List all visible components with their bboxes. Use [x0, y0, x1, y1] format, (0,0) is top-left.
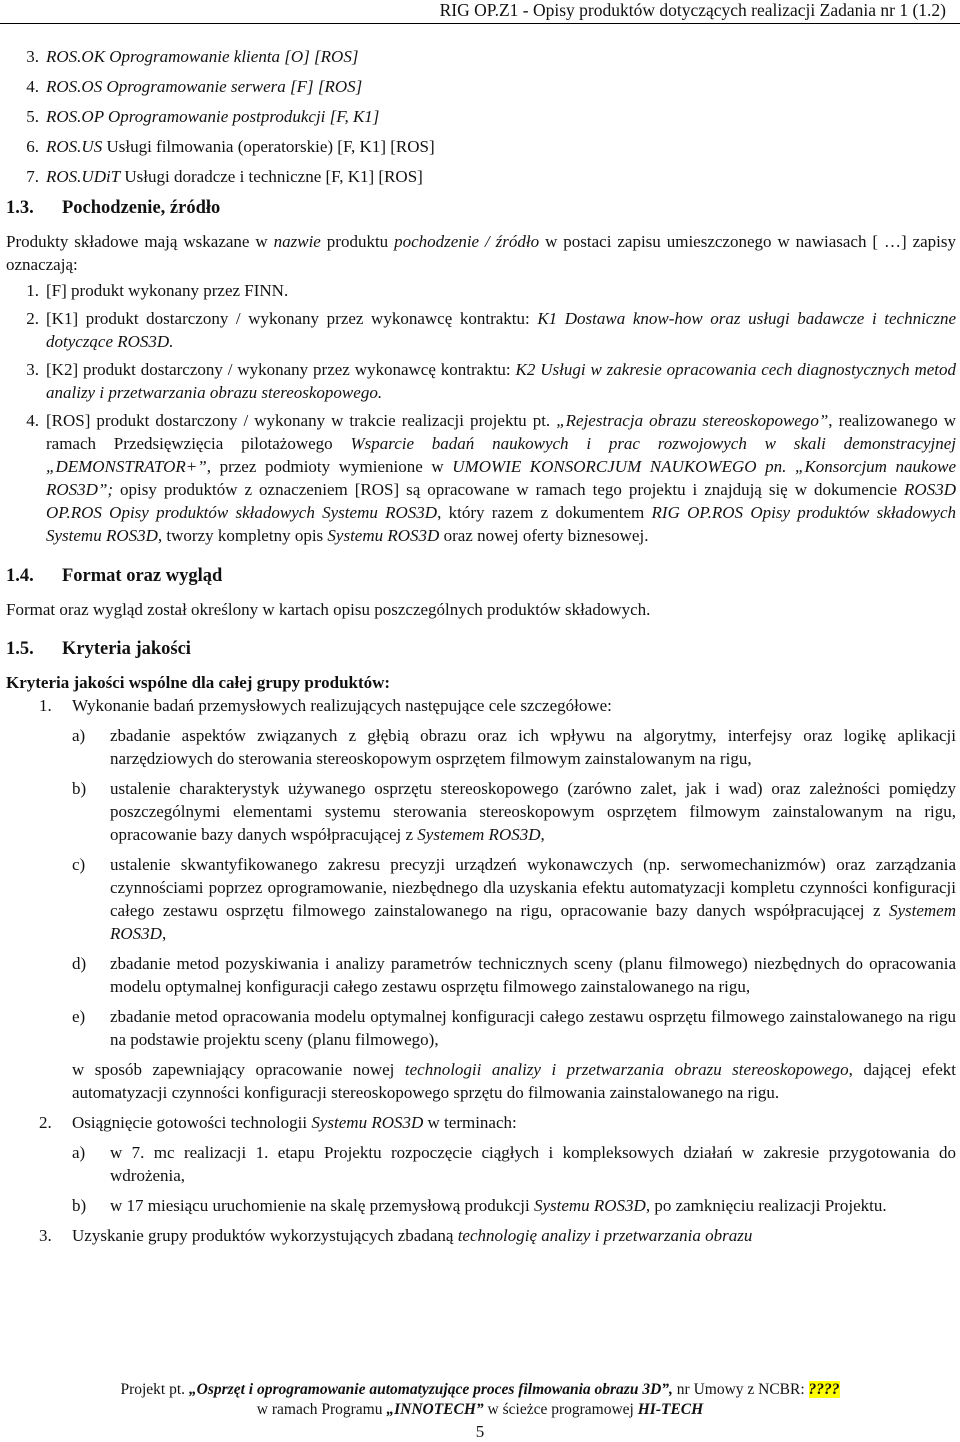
- section-heading-1-3: [6, 197, 956, 220]
- section-title: Pochodzenie, źródło: [62, 198, 221, 218]
- footer-line-1: [0, 1380, 960, 1400]
- text-run: w postaci zapisu umieszczonego w nawiasach [ …] zapisy oznaczają:: [6, 232, 957, 274]
- product-name: Oprogramowanie serwera [F] [ROS]: [102, 77, 363, 96]
- text-run: ,: [161, 924, 167, 943]
- section-number: 1.4.: [6, 566, 34, 586]
- list-number: 6.: [26, 137, 39, 156]
- text-run: Wsparcie badań naukowych i prac rozwojowych w skali demonstracyjnej „DEMONSTRATOR+”: [46, 434, 956, 476]
- text-run: Systemu ROS3D: [327, 526, 440, 545]
- list-number: 3.: [39, 1226, 52, 1245]
- sub-item: [72, 724, 956, 770]
- text-run: produktu: [320, 232, 395, 251]
- criteria-closing: [6, 1058, 956, 1104]
- text-run: , dającej efekt automatyzacji czynności konfiguracji stereoskopowego sprzętu do filmowania zainstalowanego na rigu.: [72, 1060, 956, 1102]
- text-run: pochodzenie / źródło: [394, 232, 540, 251]
- text-run: „Osprzęt i oprogramowanie automatyzujące proces filmowania obrazu 3D”,: [188, 1381, 673, 1398]
- product-name: Usługi doradcze i techniczne [F, K1] [ROS]: [120, 167, 423, 186]
- sub-item: [72, 1141, 956, 1187]
- text-run: , który razem z dokumentem: [437, 503, 652, 522]
- text-run: [K2] produkt dostarczony / wykonany przez wykonawcę kontraktu:: [46, 360, 516, 379]
- list-number: 3.: [26, 360, 39, 379]
- origin-item: [6, 409, 956, 547]
- text-run: HI-TECH: [637, 1401, 704, 1418]
- section-heading-1-4: [6, 565, 956, 588]
- section-number: 1.5.: [6, 639, 34, 659]
- sub-label: a): [72, 1143, 86, 1162]
- footer-line-2: [0, 1400, 960, 1420]
- sub-item: [72, 1194, 956, 1217]
- sub-label: b): [72, 1196, 87, 1215]
- list-number: 2.: [26, 309, 39, 328]
- text-run: „INNOTECH”: [386, 1401, 484, 1418]
- page-header: RIG OP.Z1 - Opisy produktów dotyczących realizacji Zadania nr 1 (1.2): [439, 0, 946, 20]
- list-item: [6, 135, 956, 158]
- text-run: [K1] produkt dostarczony / wykonany przez wykonawcę kontraktu:: [46, 309, 538, 328]
- text-run: „Rejestracja obrazu stereoskopowego”: [556, 411, 829, 430]
- origin-item: [6, 358, 956, 404]
- list-number: 7.: [26, 167, 39, 186]
- criteria-item: [6, 1224, 956, 1247]
- section-subtitle: Kryteria jakości wspólne dla całej grupy produktów:: [6, 673, 391, 692]
- origin-text: [F] produkt wykonany przez FINN.: [46, 281, 289, 300]
- section-number: 1.3.: [6, 198, 34, 218]
- criteria-item: [6, 1111, 956, 1134]
- text-run: w ścieżce programowej: [483, 1401, 638, 1418]
- text-run: [ROS] produkt dostarczony / wykonany w trakcie realizacji projektu pt.: [46, 411, 557, 430]
- list-item: [6, 105, 956, 128]
- text-run: ,: [540, 825, 545, 844]
- page-footer: [0, 1380, 960, 1420]
- origin-item: [6, 279, 956, 302]
- text-run: K2 Usługi w zakresie opracowania cech diagnostycznych metod analizy i przetwarzania obrazu stereoskopowego.: [46, 360, 957, 402]
- list-item: [6, 45, 956, 68]
- sub-item: [72, 1005, 956, 1051]
- sub-text: zbadanie aspektów związanych z głębią obrazu oraz ich wpływu na algorytmy, interfejsy oraz logikę aplikacji narzędziowych do sterowania stereoskopowym osprzętem filmowym zainstalowanym na rigu,: [110, 726, 956, 768]
- product-code: ROS.UDiT: [46, 167, 121, 186]
- text-run: tworzy kompletny opis: [162, 526, 328, 545]
- criteria-text: Wykonanie badań przemysłowych realizujących następujące cele szczegółowe:: [72, 696, 612, 715]
- section-intro: [6, 230, 956, 276]
- origin-item: [6, 307, 956, 353]
- text-run: Osiągnięcie gotowości technologii: [72, 1113, 312, 1132]
- text-run: Uzyskanie grupy produktów wykorzystujących zbadaną: [72, 1226, 458, 1245]
- criteria-sublist: [6, 1141, 956, 1217]
- product-code: ROS.OK: [46, 47, 106, 66]
- list-item: [6, 165, 956, 188]
- sub-text: zbadanie metod opracowania modelu optymalnej konfiguracji całego zestawu osprzętu filmowego zainstalowanego na rigu na podstawie projektu sceny (planu filmowego),: [110, 1007, 956, 1049]
- text-run: w sposób zapewniający opracowanie nowej: [72, 1060, 405, 1079]
- list-number: 1.: [39, 696, 52, 715]
- product-name: Oprogramowanie postprodukcji [F, K1]: [103, 107, 380, 126]
- product-name: Oprogramowanie klienta [O] [ROS]: [105, 47, 359, 66]
- text-run: nr Umowy z NCBR:: [672, 1381, 809, 1398]
- product-list: [6, 45, 956, 188]
- list-number: 4.: [26, 411, 39, 430]
- sub-label: e): [72, 1007, 86, 1026]
- sub-item: [72, 853, 956, 945]
- text-run: technologię analizy i przetwarzania obrazu: [457, 1226, 753, 1245]
- page-number: 5: [475, 1422, 485, 1441]
- section-heading-1-5: [6, 638, 956, 661]
- sub-label: c): [72, 855, 86, 874]
- page-content: [6, 45, 956, 1247]
- sub-label: d): [72, 954, 87, 973]
- text-run: Systemem ROS3D: [110, 901, 956, 943]
- text-run: Projekt pt.: [120, 1381, 189, 1398]
- text-run: RIG OP.ROS Opisy produktów składowych Systemu ROS3D,: [46, 503, 956, 545]
- header-rule: [0, 23, 960, 24]
- list-number: 2.: [39, 1113, 52, 1132]
- list-number: 4.: [26, 77, 39, 96]
- criteria-item: [6, 694, 956, 717]
- list-number: 3.: [26, 47, 39, 66]
- sub-text: w 7. mc realizacji 1. etapu Projektu rozpoczęcie ciągłych i kompleksowych działań w zakresie przygotowania do wdrożenia,: [110, 1143, 956, 1185]
- text-run: ustalenie charakterystyk używanego osprzętu stereoskopowego (zarówno zalet, jak i wad) oraz zależności pomiędzy poszczególnymi elementami systemu sterowania stereoskopowym osprzętem filmowym zainstalowanym na rigu, opracowanie bazy danych współpracującej z: [110, 779, 956, 844]
- list-number: 5.: [26, 107, 39, 126]
- text-run: w ramach Programu: [256, 1401, 387, 1418]
- text-run: Systemu ROS3D: [533, 1196, 646, 1215]
- text-run: technologii analizy i przetwarzania obrazu stereoskopowego: [404, 1060, 849, 1079]
- list-item: [6, 75, 956, 98]
- text-run: w terminach:: [423, 1113, 517, 1132]
- text-run: , realizowanego w ramach Przedsięwzięcia pilotażowego: [46, 411, 956, 453]
- text-run: Systemu ROS3D: [311, 1113, 424, 1132]
- section-text: Format oraz wygląd został określony w kartach opisu poszczególnych produktów składowych.: [6, 600, 651, 619]
- text-run: , po zamknięciu realizacji Projektu.: [645, 1196, 887, 1215]
- product-code: ROS.OP: [46, 107, 104, 126]
- section-title: Format oraz wygląd: [62, 566, 223, 586]
- product-name: Usługi filmowania (operatorskie) [F, K1] [ROS]: [102, 137, 435, 156]
- text-run: w 17 miesiącu uruchomienie na skalę przemysłową produkcji: [110, 1196, 534, 1215]
- list-number: 1.: [26, 281, 39, 300]
- sub-item: [72, 777, 956, 846]
- text-run: Produkty składowe mają wskazane w: [6, 232, 274, 251]
- text-run: Systemem ROS3D: [417, 825, 541, 844]
- text-run: oraz nowej oferty biznesowej.: [439, 526, 649, 545]
- sub-label: a): [72, 726, 86, 745]
- text-run: nazwie: [273, 232, 321, 251]
- text-run: K1 Dostawa know-how oraz usługi badawcze i techniczne dotyczące ROS3D.: [46, 309, 957, 351]
- section-title: Kryteria jakości: [62, 639, 191, 659]
- criteria-sublist: [6, 724, 956, 1051]
- text-run: opisy produktów z oznaczeniem [ROS] są opracowane w ramach tego projektu i znajdują się w dokumencie: [113, 480, 905, 499]
- product-code: ROS.US: [46, 137, 103, 156]
- text-run: ROS3D OP.ROS Opisy produktów składowych Systemu ROS3D: [46, 480, 956, 522]
- sub-item: [72, 952, 956, 998]
- contract-number-highlight: ????: [808, 1381, 840, 1398]
- sub-label: b): [72, 779, 87, 798]
- text-run: UMOWIE KONSORCJUM NAUKOWEGO pn. „Konsorcjum naukowe ROS3D”;: [46, 457, 956, 499]
- text-run: ustalenie skwantyfikowanego zakresu precyzji urządzeń wykonawczych (np. serwomechanizmów) oraz zarządzania czynnościami poprzez oprogramowanie, niezbędnego dla uzyskania efektu automatyzacji kompletu czynności konfiguracji całego zestawu osprzętu filmowego zainstalowanego na rigu, opracowanie bazy danych współpracującej z: [110, 855, 956, 920]
- text-run: , przez podmioty wymienione w: [206, 457, 453, 476]
- sub-text: zbadanie metod pozyskiwania i analizy parametrów technicznych sceny (planu filmowego) niezbędnych do opracowania modelu optymalnej konfiguracji całego zestawu osprzętu filmowego zainstalowanego na rigu,: [110, 954, 956, 996]
- product-code: ROS.OS: [46, 77, 103, 96]
